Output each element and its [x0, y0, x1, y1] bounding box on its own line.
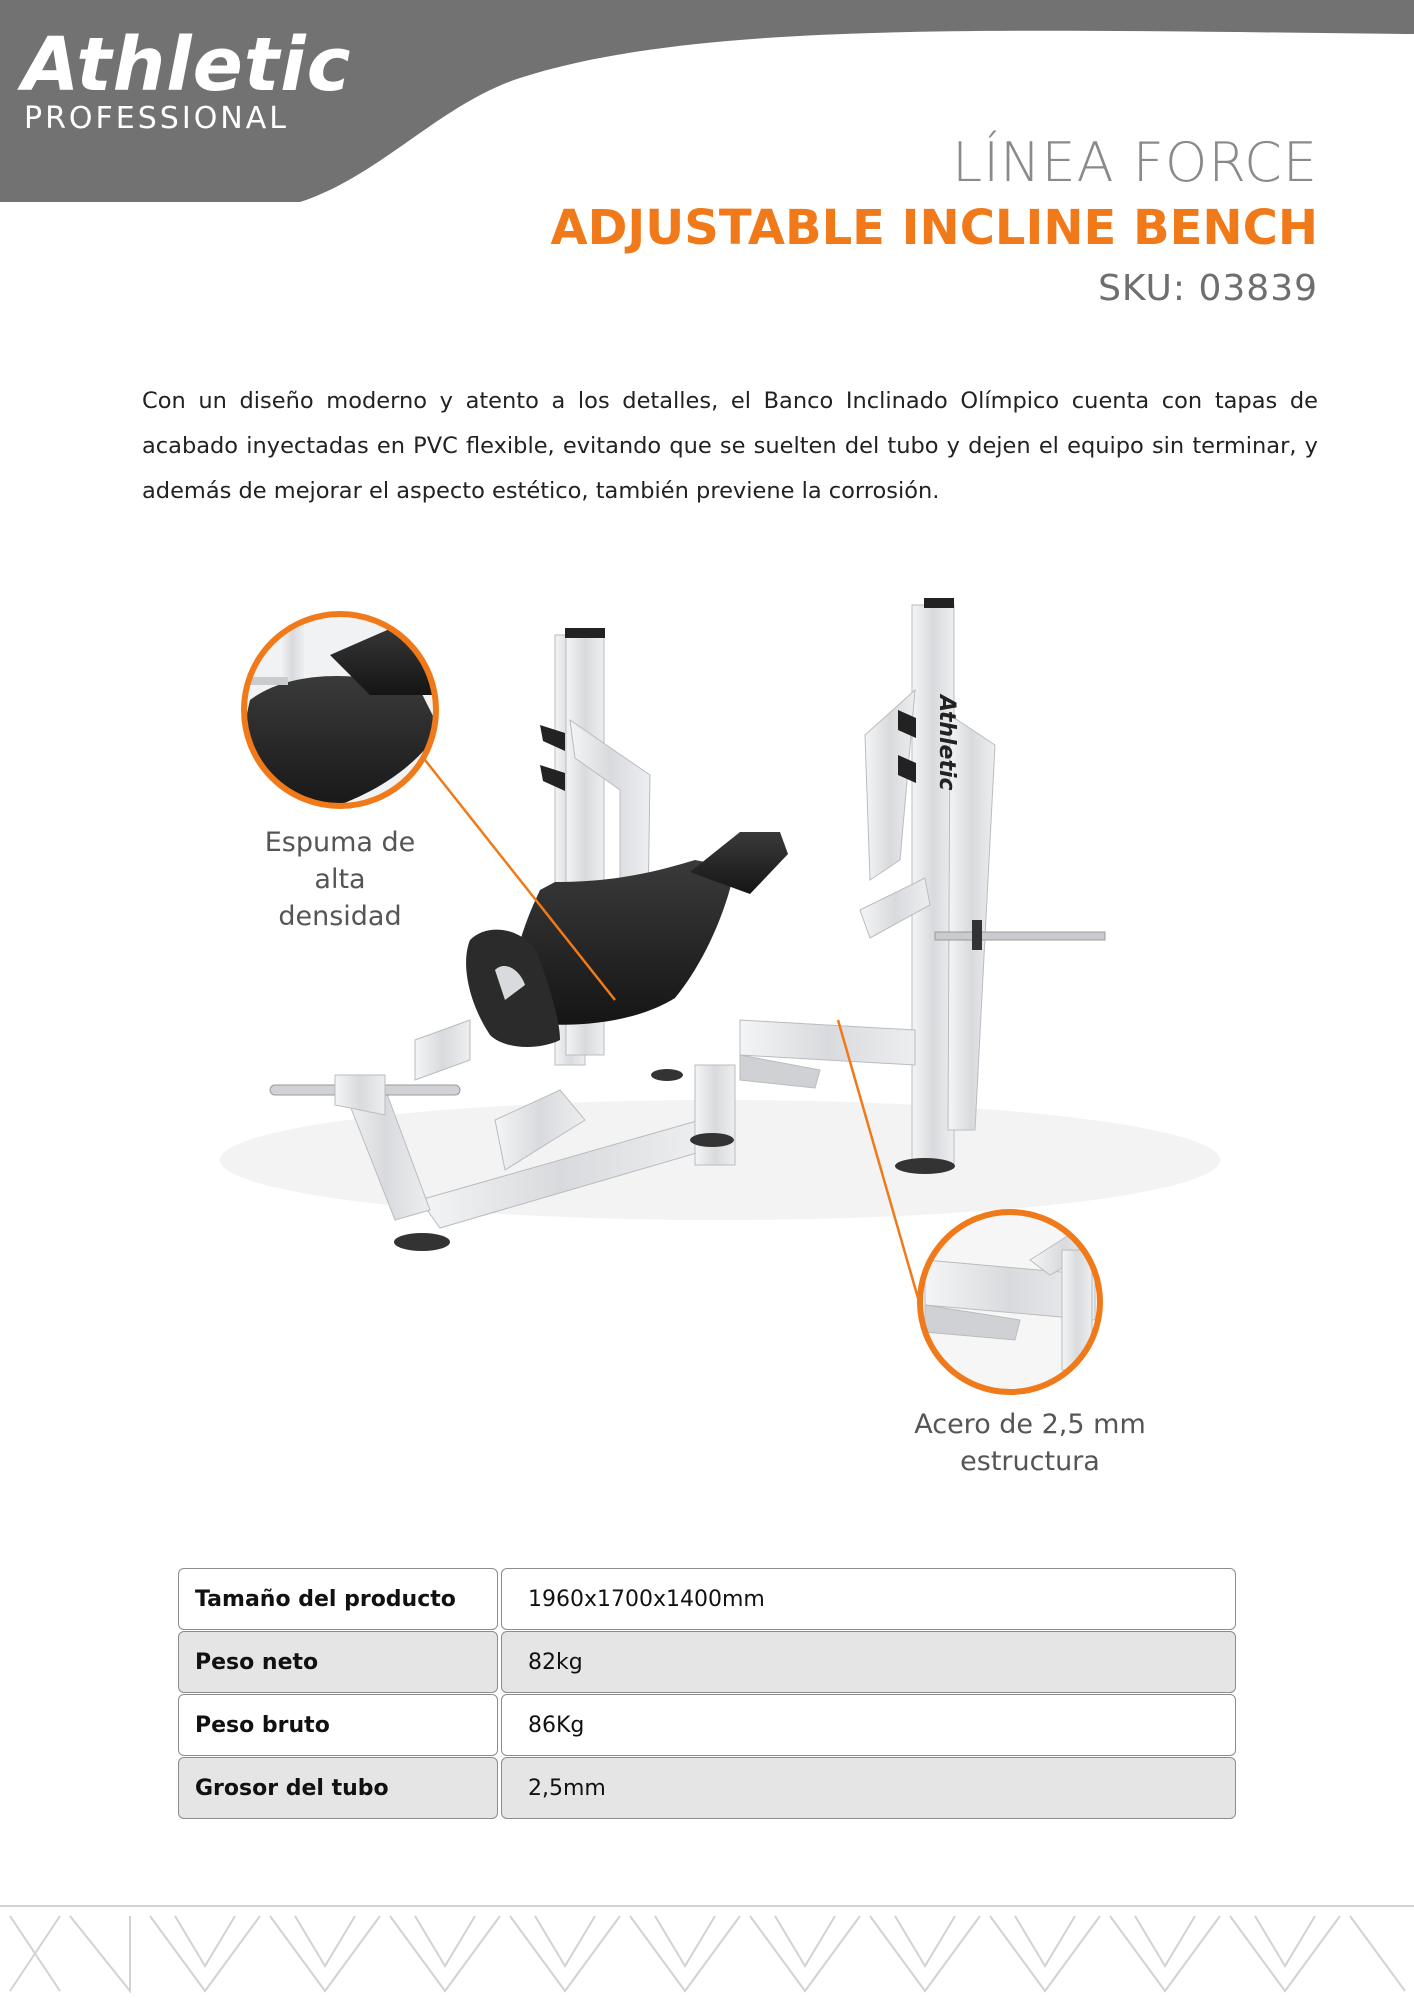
brand-logo: Athletic: [22, 22, 352, 108]
spec-value: 82kg: [501, 1631, 1236, 1693]
spec-value: 86Kg: [501, 1694, 1236, 1756]
product-title: ADJUSTABLE INCLINE BENCH: [550, 200, 1318, 256]
specs-table: [178, 1568, 1236, 1820]
steel-callout-label: Acero de 2,5 mm estructura: [914, 1409, 1146, 1477]
right-upright: [865, 598, 995, 1174]
spec-value: 1960x1700x1400mm: [501, 1568, 1236, 1630]
brand-subtitle: PROFESSIONAL: [24, 101, 289, 136]
spec-row-size: [178, 1568, 1236, 1630]
spec-label: Grosor del tubo: [178, 1757, 498, 1819]
bench-illustration: [0, 560, 1414, 1500]
foam-callout-label: Espuma de alta densidad: [264, 827, 416, 932]
footer-pattern: [0, 1896, 1414, 2000]
front-foot-bar: [270, 1020, 470, 1115]
product-line: LÍNEA FORCE: [952, 131, 1318, 194]
title-block: [550, 130, 1318, 316]
spec-label: Peso bruto: [178, 1694, 498, 1756]
bench-brand-text: Athletic: [934, 695, 959, 791]
spec-value: 2,5mm: [501, 1757, 1236, 1819]
spec-row-net-weight: [178, 1631, 1236, 1693]
product-figure: [0, 560, 1414, 1500]
spec-label: Tamaño del producto: [178, 1568, 498, 1630]
spec-row-gross-weight: [178, 1694, 1236, 1756]
spec-row-tube-thickness: [178, 1757, 1236, 1819]
product-sku: SKU: 03839: [1098, 268, 1318, 309]
product-description: Con un diseño moderno y atento a los detalles, el Banco Inclinado Olímpico cuenta con tapas de acabado inyectadas en PVC flexible, evitando que se suelten del tubo y dejen el equipo sin terminar, y además de mejorar el aspecto estético, también previene la corrosión.: [142, 387, 1318, 504]
spec-label: Peso neto: [178, 1631, 498, 1693]
